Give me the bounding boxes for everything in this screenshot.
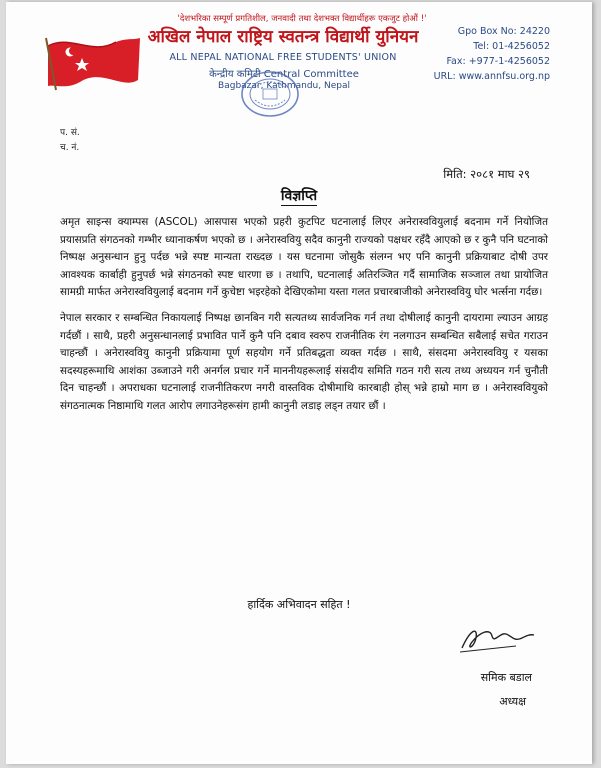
official-stamp — [239, 70, 301, 118]
signatory-name: समिक बडाल — [480, 671, 532, 684]
letter-page — [6, 2, 592, 764]
signature — [456, 620, 536, 656]
address: Bagbazar, Kathmandu, Nepal — [218, 81, 350, 91]
fax: Fax: +977-1-4256052 — [446, 56, 550, 67]
letter-date: मिति: २०८१ माघ २९ — [443, 167, 530, 181]
office-line: केन्द्रीय कमिटी Central Committee — [209, 69, 359, 80]
telephone: Tel: 01-4256052 — [473, 41, 550, 52]
org-name-nepali: अखिल नेपाल राष्ट्रिय स्वतन्त्र विद्यार्थी युनियन — [147, 27, 419, 47]
press-release-body — [60, 214, 548, 424]
org-name-english: ALL NEPAL NATIONAL FREE STUDENTS' UNION — [169, 52, 397, 63]
dispatch-number: च. नं. — [60, 143, 80, 153]
document-title — [6, 186, 592, 205]
contact-block — [400, 24, 550, 84]
reference-numbers — [60, 126, 80, 156]
website-url: URL: www.annfsu.org.np — [433, 71, 550, 82]
po-box: Gpo Box No: 24220 — [457, 26, 550, 37]
paragraph-2: नेपाल सरकार र सम्बन्धित निकायलाई निष्पक्ष छानबिन गरी सत्यतथ्य सार्वजनिक गर्न तथा दोषीलाई कानुनी दायरामा ल्याउन आग्रह गर्दछौं । साथै, प्रहरी अनुसन्धानलाई प्रभावित पार्ने कुनै पनि दबाव स्वरुप राजनीतिक रंग नलगाउन सम्बन्धित सबैलाई सचेत गराउन चाहन्छौं । अनेरास्ववियु कानुनी प्रक्रियामा पूर्ण सहयोग गर्ने प्रतिबद्धता व्यक्त गर्दछ । साथै, संसदमा अनेरास्ववियु र यसका सदस्यहरूमाथि आशंका उब्जाउने गरी अनर्गल प्रचार गर्ने माननीयहरूलाई संसदीय समिति गठन गरी सत्य तथ्य अध्ययन गर्न चुनौती दिन चाहन्छौं । अपराधका घटनालाई राजनीतिकरण नगरी वास्तविक दोषीमाथि कारबाही होस् भन्ने हाम्रो माग छ । अनेरास्ववियुको संगठनात्मक निष्ठामाथि गलत आरोप लगाउनेहरूसंग हामी कानुनी लडाइ लड्न तयार छौं । — [60, 311, 548, 412]
letter-number: प. सं. — [60, 128, 80, 138]
title-text: विज्ञप्ति — [280, 188, 318, 204]
signatory-title: अध्यक्ष — [499, 695, 526, 708]
closing-salutation: हार्दिक अभिवादन सहित ! — [247, 598, 351, 611]
slogan: 'देशभरिका सम्पूर्ण प्रगतिशील, जनवादी तथा देशभक्त विद्यार्थीहरू एकजुट होऔं !' — [177, 14, 427, 24]
paragraph-1: अमृत साइन्स क्याम्पस (ASCOL) आसपास भएको प्रहरी कुटपिट घटनालाई लिएर अनेरास्ववियुलाई बदनाम गर्ने नियोजित प्रयासप्रति संगठनको गम्भीर ध्यानाकर्षण भएको छ । अनेरास्ववियु सदैव कानुनी राज्यको पक्षधर रहँदै आएको छ र कुनै पनि घटनाको निष्पक्ष अनुसन्धान हुनु पर्दछ भन्ने स्पष्ट मान्यता राख्दछ । यस घटनामा जोसुकै संलग्न भए पनि कानुनी प्रक्रियाबाट दोषी उपर आवश्यक कार्बाही हुनुपर्छ भन्ने संगठनको स्पष्ट धारणा छ । तथापि, घटनालाई अतिरञ्जित गर्दै सामाजिक सञ्जाल तथा प्रायोजित सामग्री मार्फत अनेरास्ववियुलाई बदनाम गर्ने कुचेष्टा भइरहेको देखिएकोमा यस्ता गलत प्रचारबाजीको अनेरास्ववियु घोर भर्त्सना गर्दछ। — [60, 216, 548, 299]
